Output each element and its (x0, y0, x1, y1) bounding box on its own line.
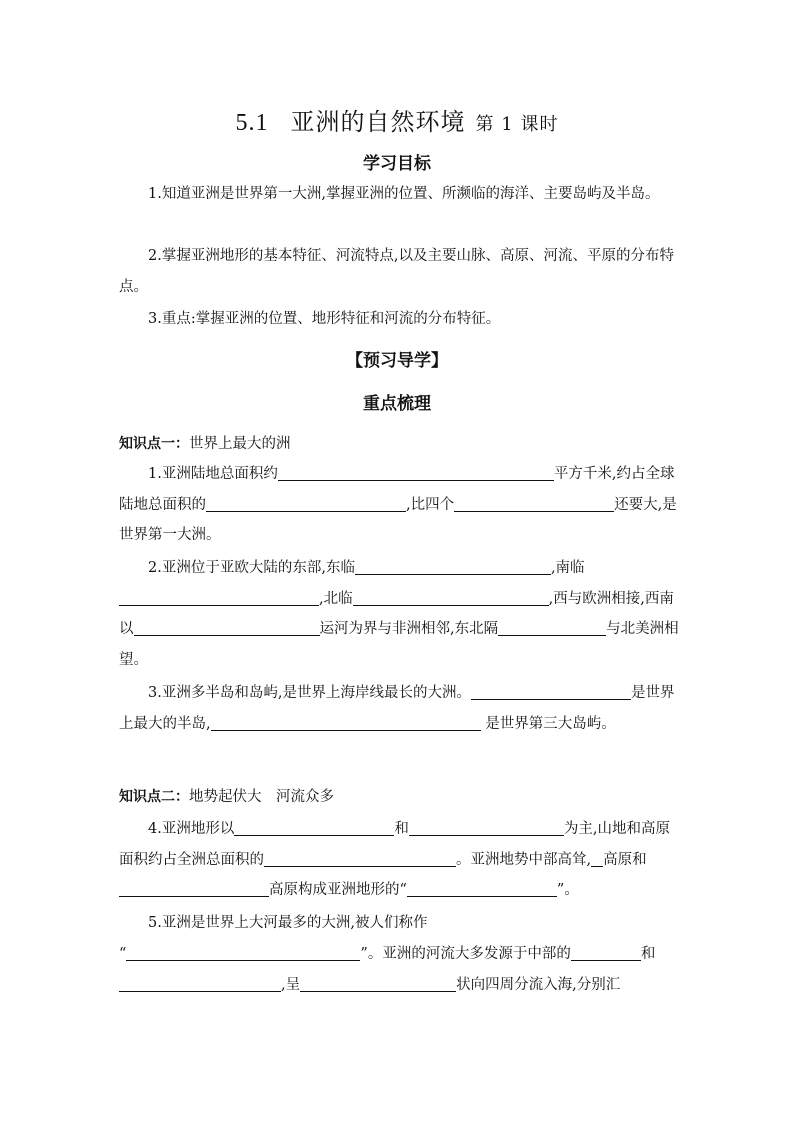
q3-text-b: 是世界上最大的半岛, (119, 685, 675, 732)
q4-blank-2[interactable] (409, 821, 564, 837)
preview-heading: 【预习导学】 (346, 351, 448, 371)
q1-text-b: 平方千米,约占全球陆地总面积的 (119, 466, 675, 513)
q4-text-g: ”。 (556, 882, 579, 898)
q2-blank-1[interactable] (355, 560, 551, 576)
question-5 (119, 908, 679, 939)
q4-text-a: 4.亚洲地形以 (148, 821, 235, 837)
q1-text-d: 还要大,是世界第一大洲。 (119, 496, 677, 543)
q5-blank-1[interactable] (126, 946, 360, 962)
knowledge-point-1 (119, 432, 291, 453)
lesson-number: 5.1 (235, 110, 269, 136)
q3-blank-2[interactable] (211, 715, 481, 731)
q4-blank-5[interactable] (119, 882, 269, 898)
question-4 (119, 814, 679, 906)
objective-item-1: 1.知道亚洲是世界第一大洲,掌握亚洲的位置、所濒临的海洋、主要岛屿及半岛。 (148, 186, 660, 202)
q5-text-d: 和 (640, 946, 656, 962)
objective-item-2: 2.掌握亚洲地形的基本特征、河流特点,以及主要山脉、高原、河流、平原的分布特点。 (119, 248, 674, 295)
q5-blank-3[interactable] (119, 976, 281, 992)
q5-text-a: 5.亚洲是世界上大河最多的大洲,被人们称作 (148, 915, 428, 931)
objectives-heading: 学习目标 (363, 154, 431, 174)
q2-text-e: 运河为界与非洲相邻,东北隔 (319, 621, 499, 637)
q4-text-d: 。亚洲地势中部高耸, (456, 851, 592, 868)
q1-blank-2[interactable] (206, 496, 406, 512)
knowledge-point-2-label: 知识点二： (119, 789, 189, 805)
q2-text-f: 与北美洲相望。 (119, 621, 679, 668)
q2-blank-3[interactable] (353, 590, 549, 606)
q2-blank-2[interactable] (119, 590, 319, 606)
q2-blank-5[interactable] (498, 621, 606, 637)
knowledge-point-2 (119, 785, 334, 806)
q4-blank-1[interactable] (234, 821, 394, 837)
knowledge-point-1-label: 知识点一： (119, 436, 189, 452)
q5-text-e: ,呈 (281, 976, 301, 993)
q5-text-c: ”。亚洲的河流大多发源于中部的 (360, 946, 571, 962)
lesson-title (0, 102, 794, 137)
q5-text-b: “ (119, 946, 127, 962)
q1-blank-3[interactable] (454, 496, 614, 512)
question-3 (119, 678, 679, 739)
q1-text-c: ,比四个 (406, 496, 455, 513)
q2-blank-4[interactable] (134, 621, 320, 637)
q4-text-f: 高原构成亚洲地形的“ (269, 882, 407, 898)
lesson-subtitle: 第 1 课时 (475, 114, 559, 135)
q5-blank-2[interactable] (571, 946, 641, 962)
question-1 (119, 459, 679, 551)
q4-blank-4[interactable] (591, 851, 603, 867)
q3-text-a: 3.亚洲多半岛和岛屿,是世界上海岸线最长的大洲。 (148, 685, 471, 701)
q3-blank-1[interactable] (471, 685, 631, 701)
q4-text-b: 和 (394, 821, 409, 837)
q2-text-d: ,西与欧洲相接,西南以 (119, 590, 674, 637)
q5-text-f: 状向四周分流入海,分别汇 (456, 976, 621, 993)
q5-blank-4[interactable] (300, 976, 456, 992)
q1-blank-1[interactable] (278, 466, 554, 482)
q4-blank-3[interactable] (264, 851, 456, 867)
objective-item-3: 3.重点:掌握亚洲的位置、地形特征和河流的分布特征。 (148, 311, 501, 327)
q3-text-c: 是世界第三大岛屿。 (480, 715, 616, 732)
knowledge-point-1-text: 世界上最大的洲 (189, 436, 291, 452)
q1-text-a: 1.亚洲陆地总面积约 (148, 466, 278, 482)
question-2 (119, 553, 679, 675)
q4-text-c: 为主,山地和高原面积约占全洲总面积的 (119, 821, 670, 868)
q4-text-e: 高原和 (603, 851, 647, 868)
q2-text-b: ,南临 (550, 560, 585, 576)
lesson-main-title: 亚洲的自然环境 (290, 108, 466, 136)
q2-text-a: 2.亚洲位于亚欧大陆的东部,东临 (148, 560, 355, 576)
question-5-continued (119, 939, 679, 1000)
knowledge-point-2-text: 地势起伏大 河流众多 (189, 789, 334, 805)
key-points-heading: 重点梳理 (363, 394, 431, 414)
q2-text-c: ,北临 (319, 590, 353, 607)
q4-blank-6[interactable] (407, 882, 557, 898)
